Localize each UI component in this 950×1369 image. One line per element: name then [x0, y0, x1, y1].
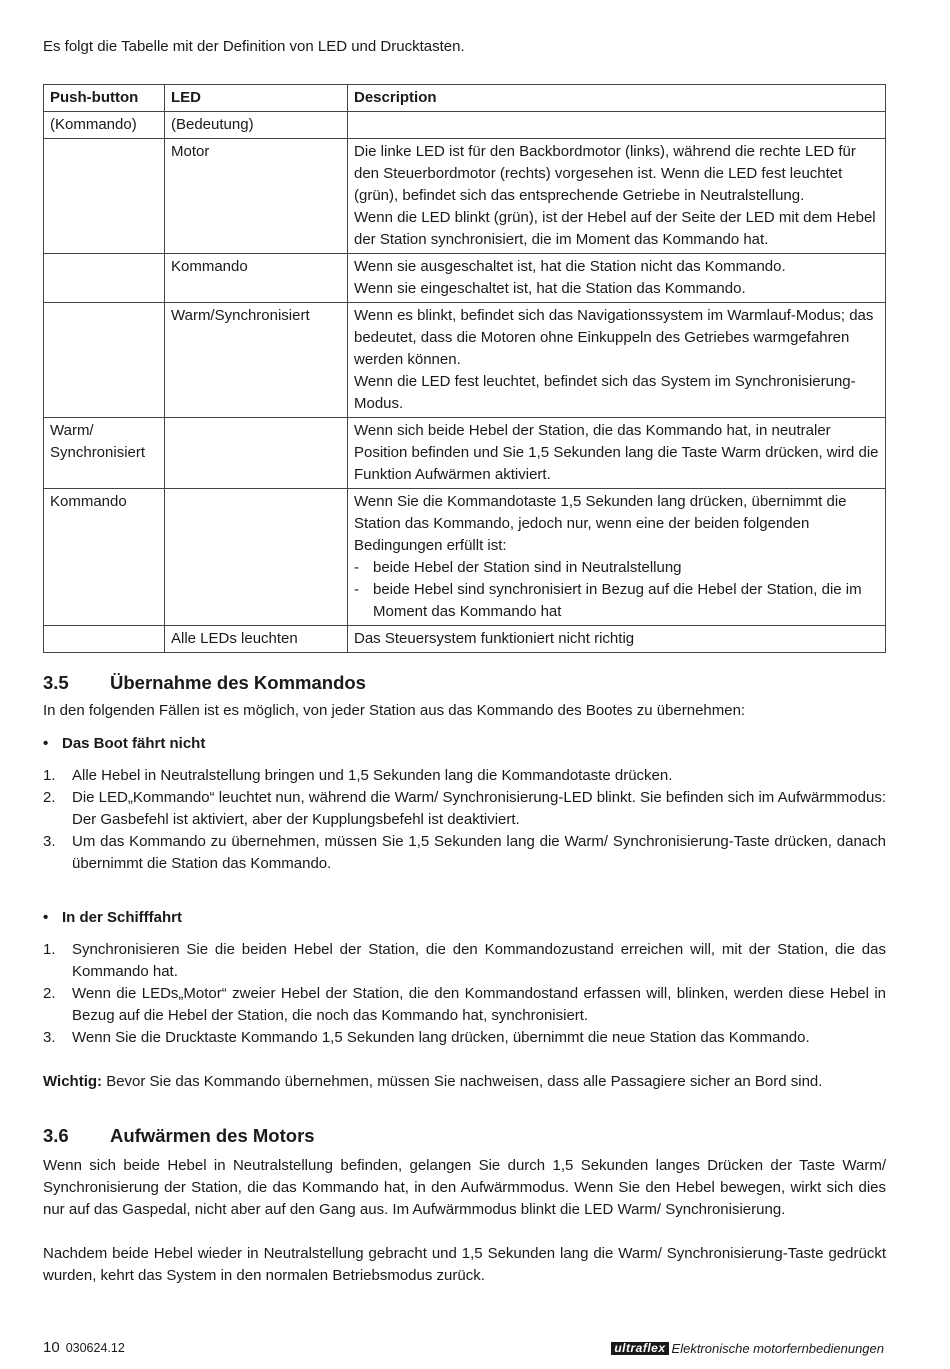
footer-right: [611, 1341, 884, 1356]
list-item: 2. Die LED„Kommando“ leuchtet nun, während die Warm/ Synchronisierung-LED blinkt. Sie befinden sich im Aufwärmmodus: Der Gasbefehl ist aktiviert, aber der Kupplungsbefehl ist deaktiviert.: [43, 789, 886, 828]
bullet-dot-icon: •: [43, 735, 49, 752]
bullet-label: In der Schifffahrt: [62, 909, 183, 926]
table-row: [44, 254, 886, 303]
cell-button: [44, 303, 165, 418]
desc-line: Die linke LED ist für den Backbordmotor (links), während die rechte LED für den Steuerbordmotor (rechts) vorgesehen ist. Wenn die LED fest leuchtet (grün), befindet sich das entsprechende Getriebe in Neutralstellung.: [354, 143, 856, 204]
table-row: [44, 489, 886, 626]
cell-description: [348, 254, 886, 303]
list-item: 3. Um das Kommando zu übernehmen, müssen Sie 1,5 Sekunden lang die Warm/ Synchronisierung-Taste drücken, danach übernimmt die Station das Kommando.: [43, 833, 886, 872]
table-row: [44, 139, 886, 254]
cell-led: Alle LEDs leuchten: [165, 626, 348, 653]
list-item: 2. Wenn die LEDs„Motor“ zweier Hebel der Station, die den Kommandostand erfassen will, blinken, werden diese Hebel in Bezug auf die Hebel der Station, die noch das Kommando hat, synchronisiert.: [43, 985, 886, 1024]
steps-list: [43, 765, 886, 875]
desc-line: Wenn sie eingeschaltet ist, hat die Station das Kommando.: [354, 280, 746, 297]
paragraph: Wenn sich beide Hebel in Neutralstellung befinden, gelangen Sie durch 1,5 Sekunden langes Drücken der Taste Warm/ Synchronisierung der Station, die das Kommando hat, in den Aufwärmmodus. Wenn Sie den Hebel bewegen, wirkt sich dies nur auf das Gaspedal, nicht aber auf den Gang aus. Im Aufwärmmodus blinkt die LED Warm/ Synchronisierung.: [43, 1157, 886, 1218]
section-3-5: [43, 672, 886, 1093]
cell-description: [348, 139, 886, 254]
footer-title: Elektronische motorfernbedienungen: [671, 1341, 884, 1356]
list-item: 3. Wenn Sie die Drucktaste Kommando 1,5 Sekunden lang drücken, übernimmt die neue Station das Kommando.: [43, 1029, 810, 1046]
cell-button: [44, 254, 165, 303]
desc-line: Wenn die LED blinkt (grün), ist der Hebel auf der Seite der LED mit dem Hebel der Station synchronisiert, die im Moment das Kommando hat.: [354, 209, 876, 248]
table-subheader-row: [44, 112, 886, 139]
section-intro: In den folgenden Fällen ist es möglich, von jeder Station aus das Kommando des Bootes zu übernehmen:: [43, 702, 746, 719]
cell-led: Warm/Synchronisiert: [165, 303, 348, 418]
led-table: [43, 84, 886, 653]
cell-led: Kommando: [165, 254, 348, 303]
subheader-push-button: (Kommando): [44, 112, 165, 139]
bullet-dot-icon: •: [43, 909, 49, 926]
important-text: Bevor Sie das Kommando übernehmen, müssen Sie nachweisen, dass alle Passagiere sicher an Bord sind.: [102, 1073, 823, 1090]
doc-number: 030624.12: [65, 1341, 125, 1355]
cell-description: [348, 303, 886, 418]
bullet-heading: [43, 907, 886, 929]
list-item: 1. Synchronisieren Sie die beiden Hebel der Station, die den Kommandozustand erreichen will, mit der Station, die das Kommando hat.: [43, 941, 886, 980]
cell-description: [348, 489, 886, 626]
cell-led: Motor: [165, 139, 348, 254]
intro-text: Es folgt die Tabelle mit der Definition von LED und Drucktasten.: [43, 38, 465, 55]
section-heading: [43, 1125, 886, 1147]
subheader-description: [348, 112, 886, 139]
desc-line: Das Steuersystem funktioniert nicht richtig: [354, 630, 635, 647]
condition-list: [354, 557, 879, 623]
cell-description: [348, 626, 886, 653]
bullet-label: Das Boot fährt nicht: [62, 735, 206, 752]
paragraph: Nachdem beide Hebel wieder in Neutralstellung gebracht und 1,5 Sekunden lang die Warm/ Synchronisierung-Taste gedrückt wurden, kehrt das System in den normalen Betriebsmodus zurück.: [43, 1245, 886, 1284]
subheader-led: (Bedeutung): [165, 112, 348, 139]
cell-led: [165, 489, 348, 626]
bullet-heading: [43, 733, 886, 755]
table-row: [44, 626, 886, 653]
desc-line: Wenn sie ausgeschaltet ist, hat die Station nicht das Kommando.: [354, 258, 786, 275]
list-item: 1. Alle Hebel in Neutralstellung bringen und 1,5 Sekunden lang die Kommandotaste drücken.: [43, 767, 673, 784]
cell-description: [348, 418, 886, 489]
table-row: [44, 303, 886, 418]
cell-button: [44, 626, 165, 653]
section-title: Übernahme des Kommandos: [110, 672, 366, 693]
cell-led: [165, 418, 348, 489]
desc-line: Wenn die LED fest leuchtet, befindet sich das System im Synchronisierung-Modus.: [354, 373, 856, 412]
table-header-row: [44, 85, 886, 112]
brand-logo: ultraflex: [611, 1342, 668, 1355]
header-led: LED: [165, 85, 348, 112]
cell-button: Warm/ Synchronisiert: [44, 418, 165, 489]
desc-line: Wenn Sie die Kommandotaste 1,5 Sekunden lang drücken, übernimmt die Station das Kommando, jedoch nur, wenn eine der beiden folgenden Bedingungen erfüllt ist:: [354, 493, 847, 554]
section-number: 3.5: [43, 672, 69, 693]
section-heading: [43, 672, 886, 694]
header-description: Description: [348, 85, 886, 112]
table-row: [44, 418, 886, 489]
section-title: Aufwärmen des Motors: [110, 1125, 315, 1146]
header-push-button: Push-button: [44, 85, 165, 112]
section-3-6: [43, 1125, 886, 1287]
important-note: [43, 1071, 886, 1093]
steps-list: [43, 939, 886, 1049]
section-number: 3.6: [43, 1125, 69, 1146]
important-label: Wichtig:: [43, 1073, 103, 1090]
page-number: 10: [43, 1339, 60, 1356]
desc-line: Wenn sich beide Hebel der Station, die das Kommando hat, in neutraler Position befinden und Sie 1,5 Sekunden lang die Taste Warm drücken, wird die Funktion Aufwärmen aktiviert.: [354, 422, 879, 483]
desc-line: Wenn es blinkt, befindet sich das Navigationssystem im Warmlauf-Modus; das bedeutet, dass die Motoren ohne Einkuppeln des Getriebes warmgefahren werden können.: [354, 307, 874, 368]
list-item: - beide Hebel sind synchronisiert in Bezug auf die Hebel der Station, die im Moment das Kommando hat: [354, 579, 879, 623]
footer-left: [43, 1339, 125, 1356]
cell-button: Kommando: [44, 489, 165, 626]
cell-button: [44, 139, 165, 254]
list-item: - beide Hebel der Station sind in Neutralstellung: [354, 557, 879, 579]
